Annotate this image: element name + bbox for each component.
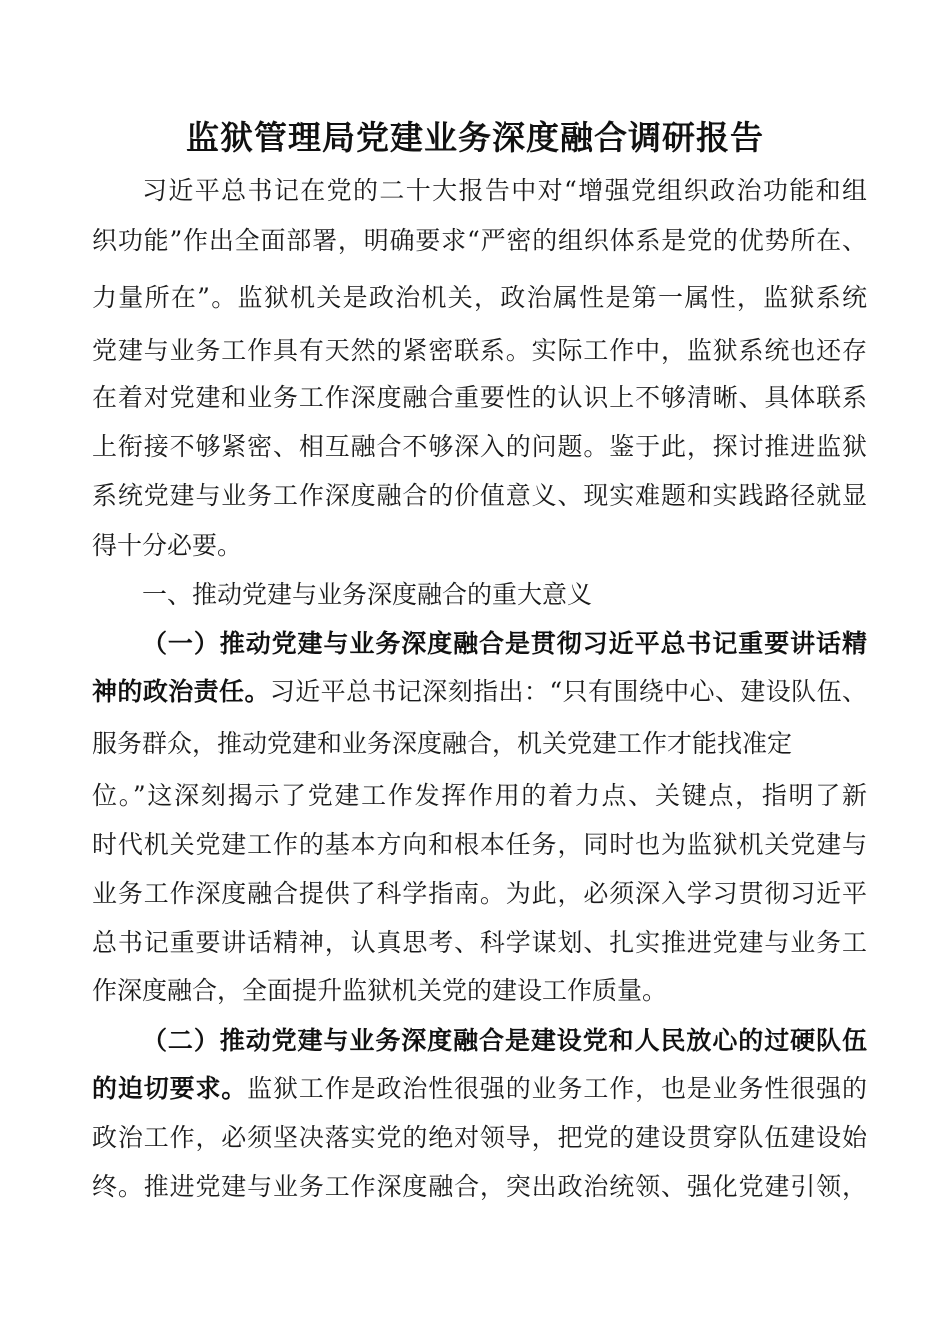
line-text: 政治工作，必须坚决落实党的绝对领导，把党的建设贯穿队伍建设始: [92, 1123, 867, 1152]
body-text-line: [92, 666, 867, 718]
line-text: 监狱工作是政治性很强的业务工作，也是业务性很强的: [247, 1074, 867, 1103]
body-text-line: [92, 868, 867, 920]
line-text: 力量所在”。监狱机关是政治机关，政治属性是第一属性，监狱系统: [92, 283, 867, 312]
line-text: 织功能”作出全面部署，明确要求“严密的组织体系是党的优势所在、: [92, 226, 867, 255]
line-text: 终。推进党建与业务工作深度融合，突出政治统领、强化党建引领，: [92, 1172, 867, 1201]
body-text-line: [92, 965, 867, 1017]
body-text-line: [92, 917, 867, 969]
line-text: 时代机关党建工作的基本方向和根本任务，同时也为监狱机关党建与: [92, 830, 867, 859]
line-text: 服务群众，推动党建和业务深度融合，机关党建工作才能找准定: [92, 729, 793, 758]
body-text-line: [142, 1015, 867, 1067]
body-text-line: [92, 1161, 867, 1213]
line-text: 党建与业务工作具有天然的紧密联系。实际工作中，监狱系统也还存: [92, 336, 867, 365]
body-text-line: [92, 520, 867, 572]
line-text: 业务工作深度融合提供了科学指南。为此，必须深入学习贯彻习近平: [92, 879, 867, 908]
line-text: 总书记重要讲话精神，认真思考、科学谋划、扎实推进党建与业务工: [92, 928, 867, 957]
bold-lead-text: （二）推动党建与业务深度融合是建设党和人民放心的过硬队伍: [142, 1026, 867, 1055]
line-text: 习近平总书记深刻指出：“只有围绕中心、建设队伍、: [269, 677, 867, 706]
body-text-line: [142, 618, 867, 670]
body-text-line: [92, 421, 867, 473]
line-text: 一、推动党建与业务深度融合的重大意义: [142, 580, 593, 609]
line-text: 位。”这深刻揭示了党建工作发挥作用的着力点、关键点，指明了新: [92, 781, 867, 810]
line-text: 习近平总书记在党的二十大报告中对“增强党组织政治功能和组: [142, 176, 867, 205]
bold-lead-text: （一）推动党建与业务深度融合是贯彻习近平总书记重要讲话精: [142, 629, 867, 658]
body-text-line: [92, 770, 867, 822]
body-text-line: [92, 215, 867, 267]
line-text: 系统党建与业务工作深度融合的价值意义、现实难题和实践路径就显: [92, 481, 867, 510]
line-text: 得十分必要。: [92, 531, 243, 560]
bold-lead-text: 的迫切要求。: [92, 1074, 248, 1103]
body-text-line: [92, 718, 867, 770]
body-text-line: [92, 325, 867, 377]
bold-lead-text: 神的政治责任。: [92, 677, 270, 706]
line-text: 上衔接不够紧密、相互融合不够深入的问题。鉴于此，探讨推进监狱: [92, 432, 867, 461]
body-text-line: [92, 372, 867, 424]
body-text-line: [92, 819, 867, 871]
document-title: 监狱管理局党建业务深度融合调研报告: [186, 118, 764, 157]
body-text-line: [92, 470, 867, 522]
line-text: 作深度融合，全面提升监狱机关党的建设工作质量。: [92, 976, 668, 1005]
body-text-line: [92, 272, 867, 324]
body-text-line: [142, 165, 867, 217]
body-text-line: [92, 1112, 867, 1164]
section-heading: [142, 569, 867, 621]
body-text-line: [92, 1063, 867, 1115]
line-text: 在着对党建和业务工作深度融合重要性的认识上不够清晰、具体联系: [92, 383, 867, 412]
